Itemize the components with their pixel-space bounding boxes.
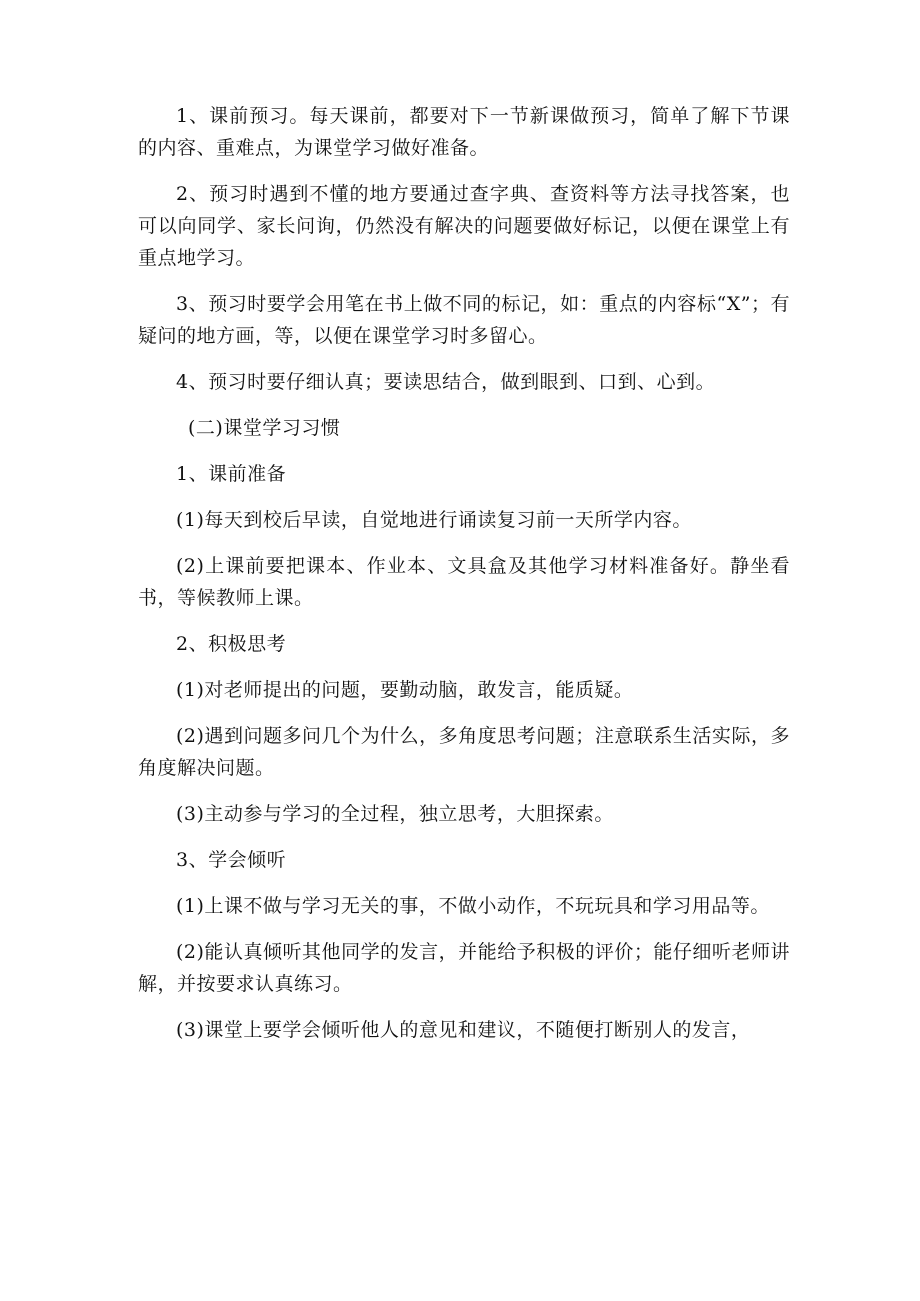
- paragraph-preparation-1: (1)每天到校后早读，自觉地进行诵读复习前一天所学内容。: [176, 509, 692, 531]
- subheading-thinking: 2、积极思考: [176, 633, 287, 655]
- subheading-preparation: 1、课前准备: [176, 463, 287, 485]
- paragraph-preview-3: 3、预习时要学会用笔在书上做不同的标记，如：重点的内容标“X”；有疑问的地方画，等，以便在课堂学习时多留心。: [138, 293, 790, 347]
- paragraph-thinking-3: (3)主动参与学习的全过程，独立思考，大胆探索。: [176, 803, 614, 825]
- paragraph-preview-1: 1、课前预习。每天课前，都要对下一节新课做预习，简单了解下节课的内容、重难点，为课堂学习做好准备。: [138, 105, 790, 159]
- paragraph-listening-1: (1)上课不做与学习无关的事，不做小动作，不玩玩具和学习用品等。: [176, 895, 770, 917]
- paragraph-thinking-2: (2)遇到问题多问几个为什么，多角度思考问题；注意联系生活实际，多角度解决问题。: [138, 725, 790, 779]
- paragraph-listening-3: (3)课堂上要学会倾听他人的意见和建议，不随便打断别人的发言，: [176, 1019, 751, 1041]
- paragraph-listening-2: (2)能认真倾听其他同学的发言，并能给予积极的评价；能仔细听老师讲解，并按要求认真练习。: [138, 941, 790, 995]
- section-heading-classroom-habits: (二)课堂学习习惯: [188, 417, 341, 439]
- paragraph-thinking-1: (1)对老师提出的问题，要勤动脑，敢发言，能质疑。: [176, 679, 634, 701]
- paragraph-preparation-2: (2)上课前要把课本、作业本、文具盒及其他学习材料准备好。静坐看书，等候教师上课。: [138, 555, 790, 609]
- paragraph-preview-4: 4、预习时要仔细认真；要读思结合，做到眼到、口到、心到。: [176, 371, 716, 393]
- paragraph-preview-2: 2、预习时遇到不懂的地方要通过查字典、查资料等方法寻找答案，也可以向同学、家长问询，仍然没有解决的问题要做好标记，以便在课堂上有重点地学习。: [138, 183, 790, 269]
- subheading-listening: 3、学会倾听: [176, 849, 287, 871]
- document-body: [138, 100, 790, 1060]
